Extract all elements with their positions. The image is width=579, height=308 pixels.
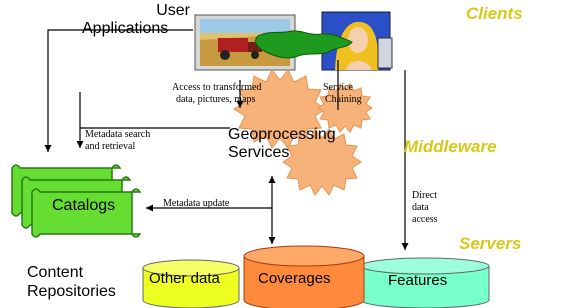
- edge-label-chaining-line1: Service: [323, 82, 353, 93]
- edge-label-metadata-search-line1: Metadata search: [85, 129, 151, 140]
- edge-label-metadata-search-line2: and retrieval: [85, 141, 136, 152]
- edge-label-chaining-line2: Chaining: [325, 94, 362, 105]
- other-data-label: Other data: [149, 270, 220, 287]
- edge-label-direct-line3: access: [412, 214, 438, 225]
- layer-label-clients: Clients: [466, 4, 523, 23]
- layer-label-middleware: Middleware: [404, 137, 497, 156]
- edge-label-access-line2: data, pictures, maps: [176, 94, 256, 105]
- content-repositories-line2: Repositories: [27, 283, 116, 300]
- geoprocessing-label-line1: Geoprocessing: [228, 126, 336, 143]
- edge-label-access-line1: Access to transformed: [172, 82, 262, 93]
- content-repositories-line1: Content: [27, 264, 84, 281]
- edge-label-metadata-update: Metadata update: [163, 198, 230, 209]
- edge-label-direct-line1: Direct: [412, 190, 437, 201]
- features-label: Features: [388, 272, 448, 289]
- edge-label-direct-line2: data: [412, 202, 429, 213]
- layer-label-servers: Servers: [459, 234, 522, 253]
- user-applications-line1: User: [156, 2, 190, 19]
- geoprocessing-label-line2: Services: [228, 144, 290, 161]
- coverages-label: Coverages: [258, 270, 331, 287]
- catalogs-label: Catalogs: [52, 197, 116, 214]
- user-applications-line2: Applications: [82, 20, 169, 37]
